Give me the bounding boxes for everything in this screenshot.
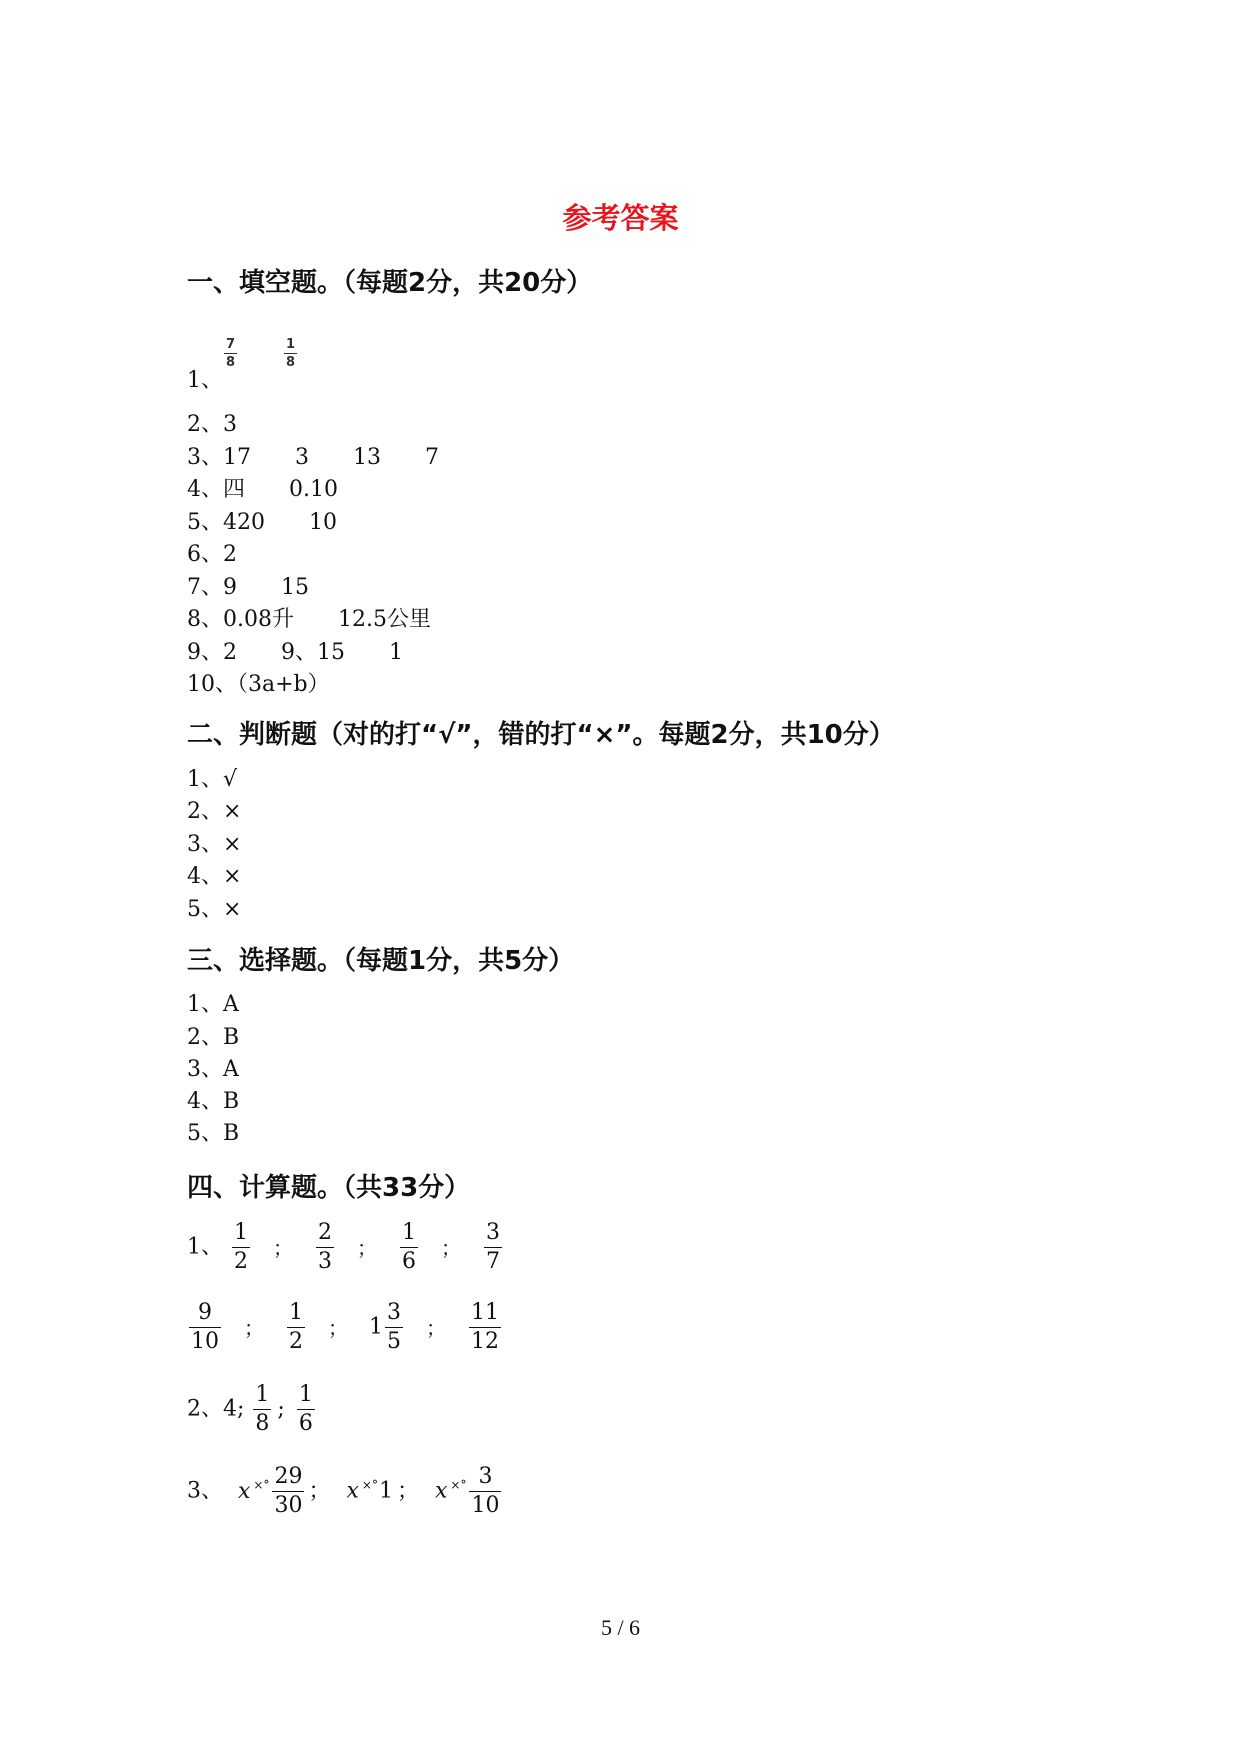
fraction bbox=[385, 1302, 403, 1353]
page-title: 参考答案 bbox=[562, 201, 679, 235]
fraction bbox=[469, 1302, 501, 1353]
denominator: 6 bbox=[402, 1249, 416, 1274]
s1-answer-line: 5、420 10 bbox=[187, 510, 337, 535]
numerator: 1 bbox=[234, 1220, 248, 1245]
fraction bbox=[484, 1222, 502, 1273]
denominator: 3 bbox=[318, 1249, 332, 1274]
relation-symbol: ×° bbox=[253, 1478, 270, 1493]
section-heading-calculation: 四、计算题。（共33分） bbox=[187, 1173, 471, 1203]
s2-answer-line: 5、× bbox=[187, 897, 242, 922]
variable: x bbox=[238, 1478, 251, 1504]
s1-answer-line: 4、四 0.10 bbox=[187, 477, 338, 502]
s1-answer-line: 8、0.08升 12.5公里 bbox=[187, 607, 431, 632]
s1-answer-line: 10、（3a+b） bbox=[187, 672, 330, 697]
separator: ; bbox=[277, 1396, 285, 1422]
numerator: 3 bbox=[387, 1300, 401, 1325]
s1-answer-line: 3、17 3 13 7 bbox=[187, 445, 439, 470]
relation-symbol: ×° bbox=[361, 1478, 378, 1493]
separator: ； bbox=[273, 1235, 293, 1260]
fraction bbox=[297, 1384, 315, 1435]
section-heading-true-false: 二、判断题（对的打“√”，错的打“×”。每题2分，共10分） bbox=[187, 720, 895, 750]
denominator: 2 bbox=[234, 1249, 248, 1274]
s3-answer-line: 5、B bbox=[187, 1121, 240, 1146]
s4-q1-row-1 bbox=[187, 1222, 504, 1273]
fraction bbox=[400, 1222, 418, 1273]
separator: ； bbox=[308, 1478, 331, 1504]
numerator: 9 bbox=[198, 1300, 212, 1325]
s1-answer-line: 7、9 15 bbox=[187, 575, 309, 600]
numerator: 29 bbox=[274, 1464, 303, 1489]
separator: ； bbox=[244, 1315, 264, 1340]
s4-q3-label: 3、 bbox=[187, 1478, 223, 1504]
s1-answer-line: 2、3 bbox=[187, 412, 237, 437]
numerator: 2 bbox=[318, 1220, 332, 1245]
value: 1 bbox=[378, 1478, 393, 1504]
s4-q1-label: 1、 bbox=[187, 1234, 223, 1260]
s2-answer-line: 1、√ bbox=[187, 767, 238, 792]
s4-q1-row-2 bbox=[187, 1302, 503, 1353]
s3-answer-line: 1、A bbox=[187, 992, 239, 1017]
denominator: 2 bbox=[289, 1329, 303, 1354]
fraction bbox=[189, 1302, 221, 1353]
numerator: 1 bbox=[255, 1382, 270, 1407]
numerator: 1 bbox=[286, 337, 296, 352]
s4-q3 bbox=[187, 1466, 503, 1517]
denominator: 30 bbox=[274, 1493, 303, 1518]
fraction bbox=[469, 1466, 501, 1517]
fraction bbox=[253, 1384, 271, 1435]
mixed-number-whole: 1 bbox=[369, 1314, 383, 1340]
s1-answer-line: 9、2 9、15 1 bbox=[187, 640, 403, 665]
s1-answer-line: 6、2 bbox=[187, 542, 237, 567]
relation-symbol: ×° bbox=[450, 1478, 467, 1493]
s4-q2 bbox=[187, 1384, 317, 1435]
fraction bbox=[272, 1466, 304, 1517]
variable: x bbox=[435, 1478, 448, 1504]
s4-q2-label: 2、4; bbox=[187, 1396, 245, 1422]
denominator: 8 bbox=[226, 355, 236, 370]
s3-answer-line: 3、A bbox=[187, 1057, 239, 1082]
s2-answer-line: 3、× bbox=[187, 832, 242, 857]
denominator: 10 bbox=[471, 1493, 500, 1518]
denominator: 5 bbox=[387, 1329, 401, 1354]
numerator: 7 bbox=[226, 337, 236, 352]
separator: ； bbox=[357, 1235, 377, 1260]
variable: x bbox=[346, 1478, 359, 1504]
separator: ； bbox=[426, 1315, 446, 1340]
section-heading-multiple-choice: 三、选择题。（每题1分，共5分） bbox=[187, 946, 575, 976]
denominator: 8 bbox=[286, 355, 296, 370]
numerator: 1 bbox=[289, 1300, 303, 1325]
separator: ； bbox=[328, 1315, 348, 1340]
fraction bbox=[232, 1222, 250, 1273]
numerator: 1 bbox=[298, 1382, 313, 1407]
denominator: 10 bbox=[191, 1329, 219, 1354]
s2-answer-line: 2、× bbox=[187, 799, 242, 824]
numerator: 1 bbox=[402, 1220, 416, 1245]
fraction bbox=[287, 1302, 305, 1353]
fraction bbox=[316, 1222, 334, 1273]
numerator: 11 bbox=[471, 1300, 499, 1325]
denominator: 7 bbox=[486, 1249, 500, 1274]
numerator: 3 bbox=[486, 1220, 500, 1245]
separator: ； bbox=[396, 1478, 419, 1504]
s3-answer-line: 2、B bbox=[187, 1025, 240, 1050]
denominator: 12 bbox=[471, 1329, 499, 1354]
s2-answer-line: 4、× bbox=[187, 864, 242, 889]
denominator: 8 bbox=[255, 1411, 270, 1436]
page-number: 5 / 6 bbox=[600, 1615, 641, 1640]
separator: ； bbox=[441, 1235, 461, 1260]
denominator: 6 bbox=[298, 1411, 313, 1436]
numerator: 3 bbox=[478, 1464, 493, 1489]
s1-q1-label: 1、 bbox=[187, 368, 223, 393]
s1-q1-fraction-1 bbox=[224, 338, 237, 369]
s3-answer-line: 4、B bbox=[187, 1089, 240, 1114]
s1-q1-fraction-2 bbox=[284, 338, 297, 369]
section-heading-fill-blank: 一、填空题。（每题2分，共20分） bbox=[187, 268, 593, 298]
